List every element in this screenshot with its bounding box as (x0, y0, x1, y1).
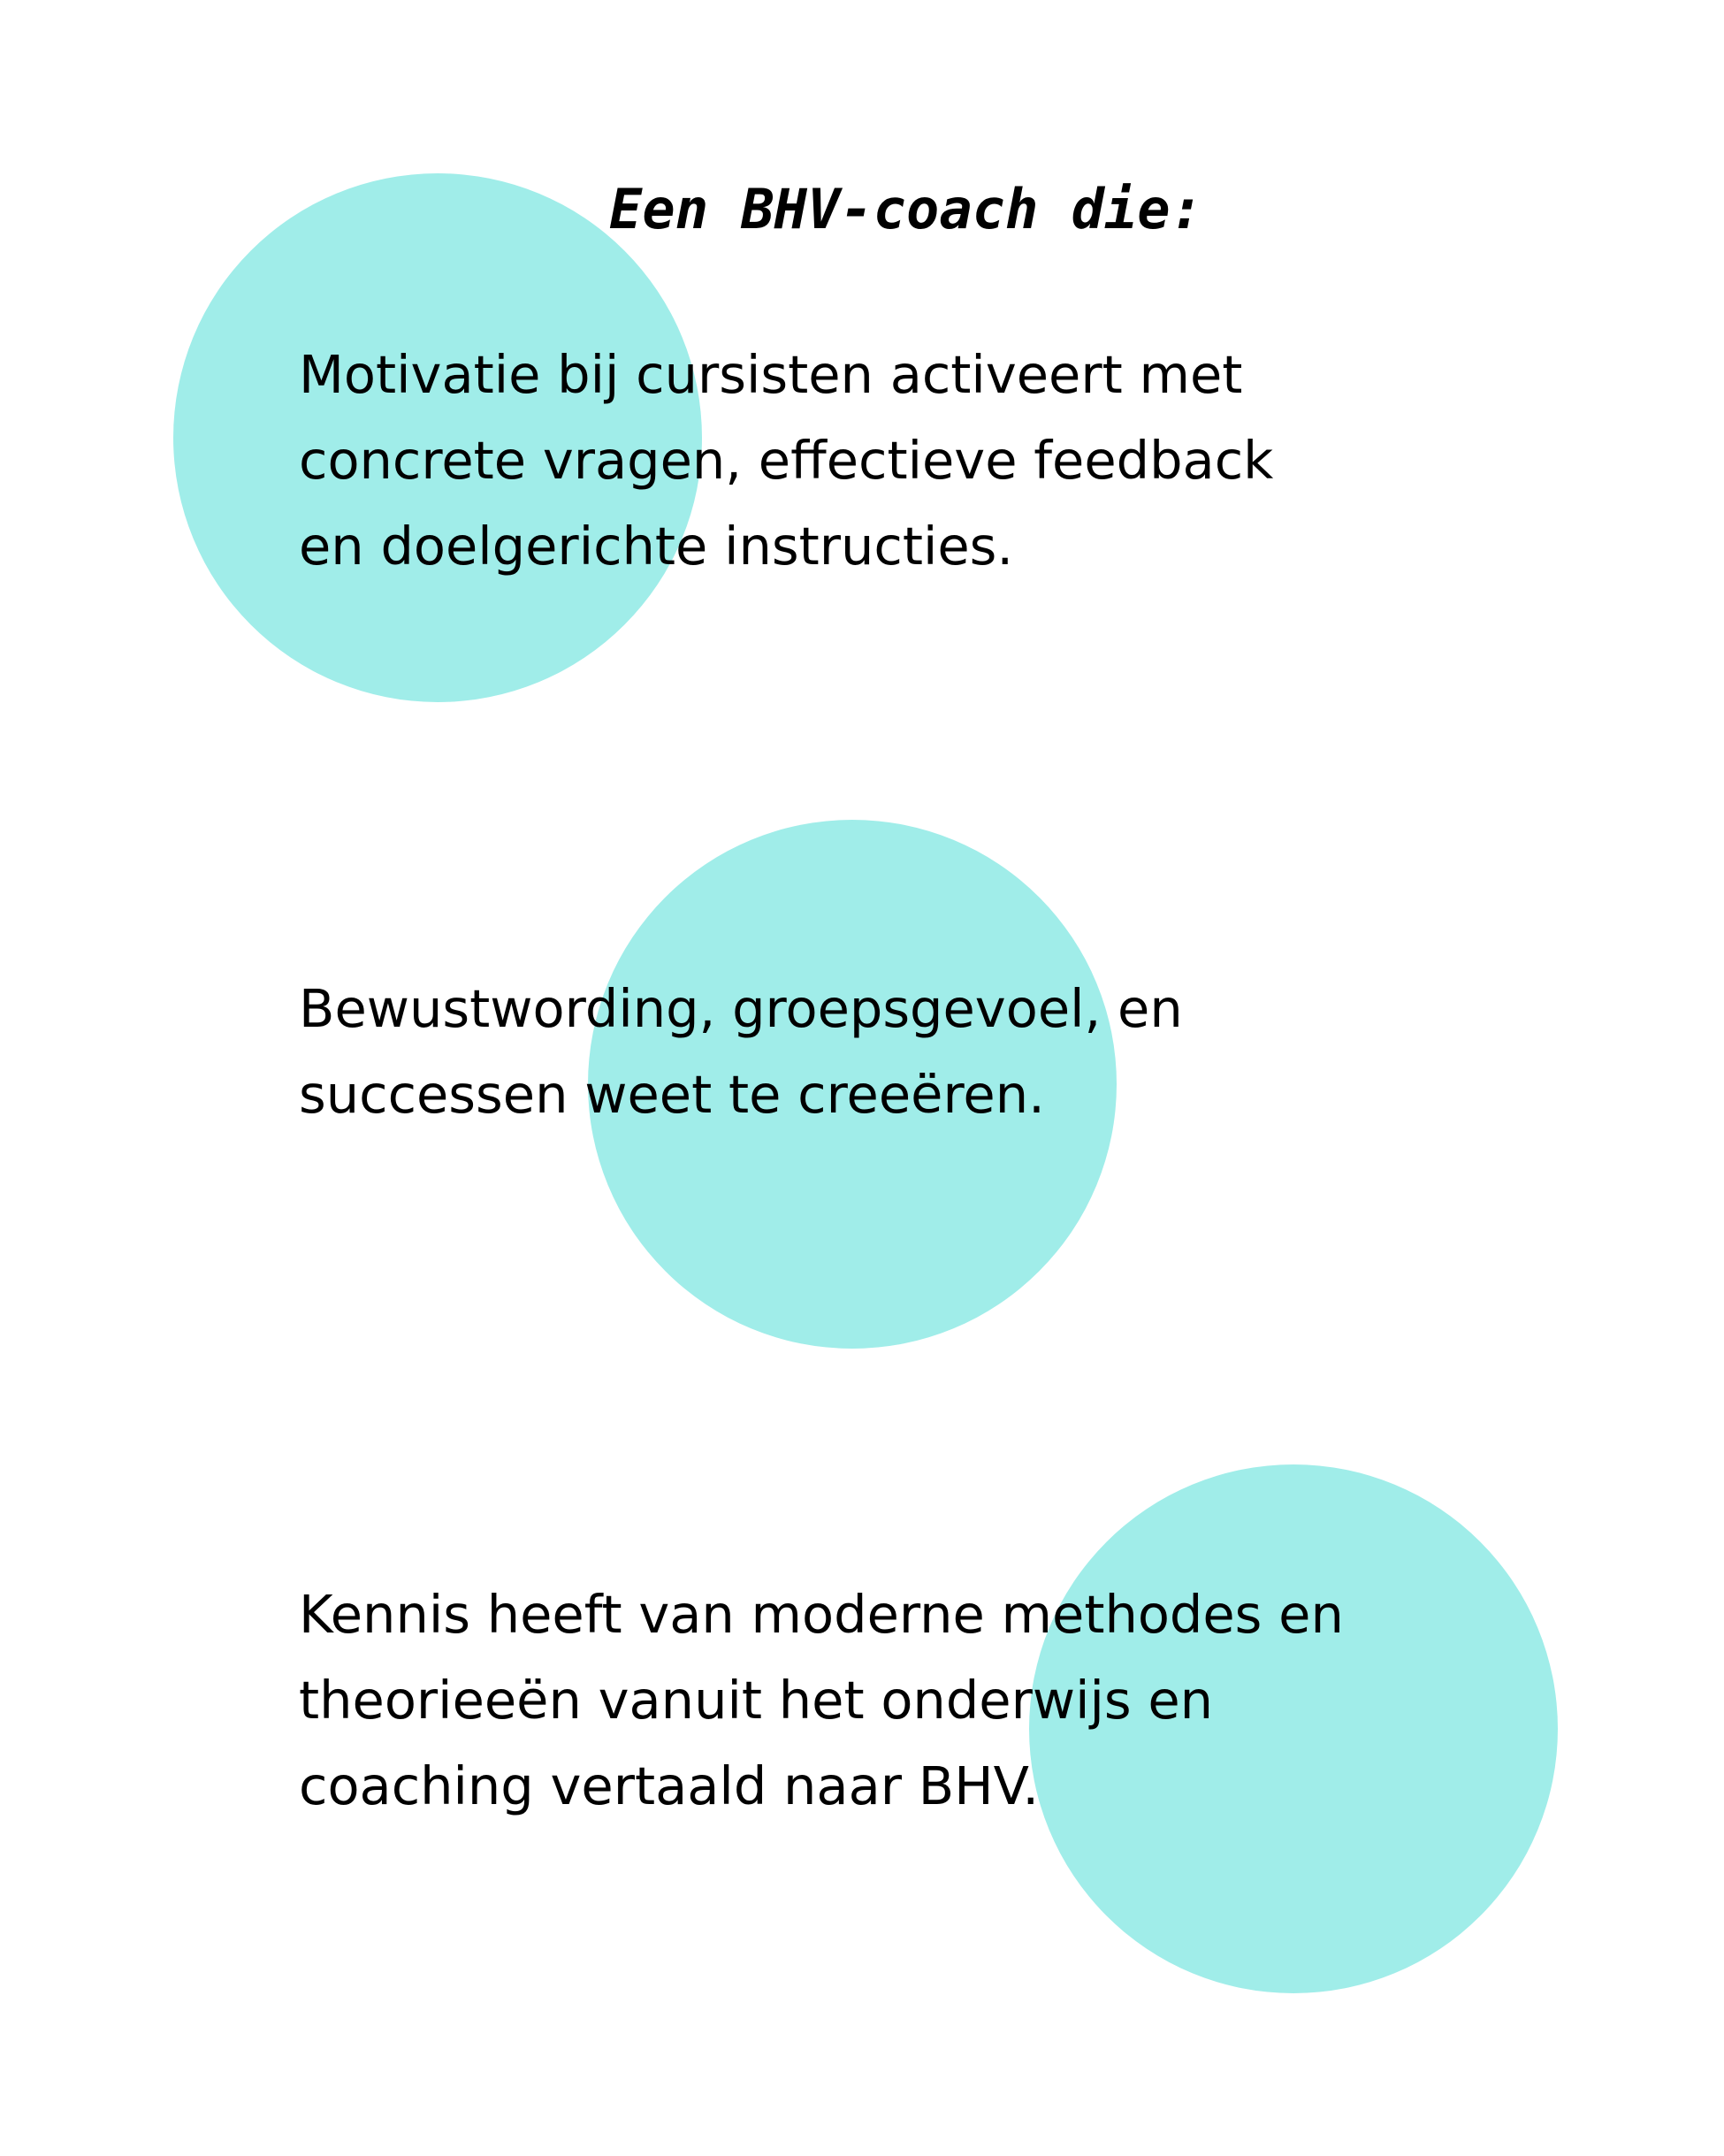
item-text-1: Motivatie bij cursisten activeert met concrete vragen, effectieve feedback en doelgerichte instructies. (299, 344, 1274, 577)
item-text-2: Bewustwording, groepsgevoel, en successen weet te creeëren. (299, 978, 1183, 1125)
page-heading: Een BHV-coach die: (609, 177, 1203, 241)
item-text-3: Kennis heeft van moderne methodes en theorieeën vanuit het onderwijs en coaching vertaald naar BHV. (299, 1584, 1344, 1816)
